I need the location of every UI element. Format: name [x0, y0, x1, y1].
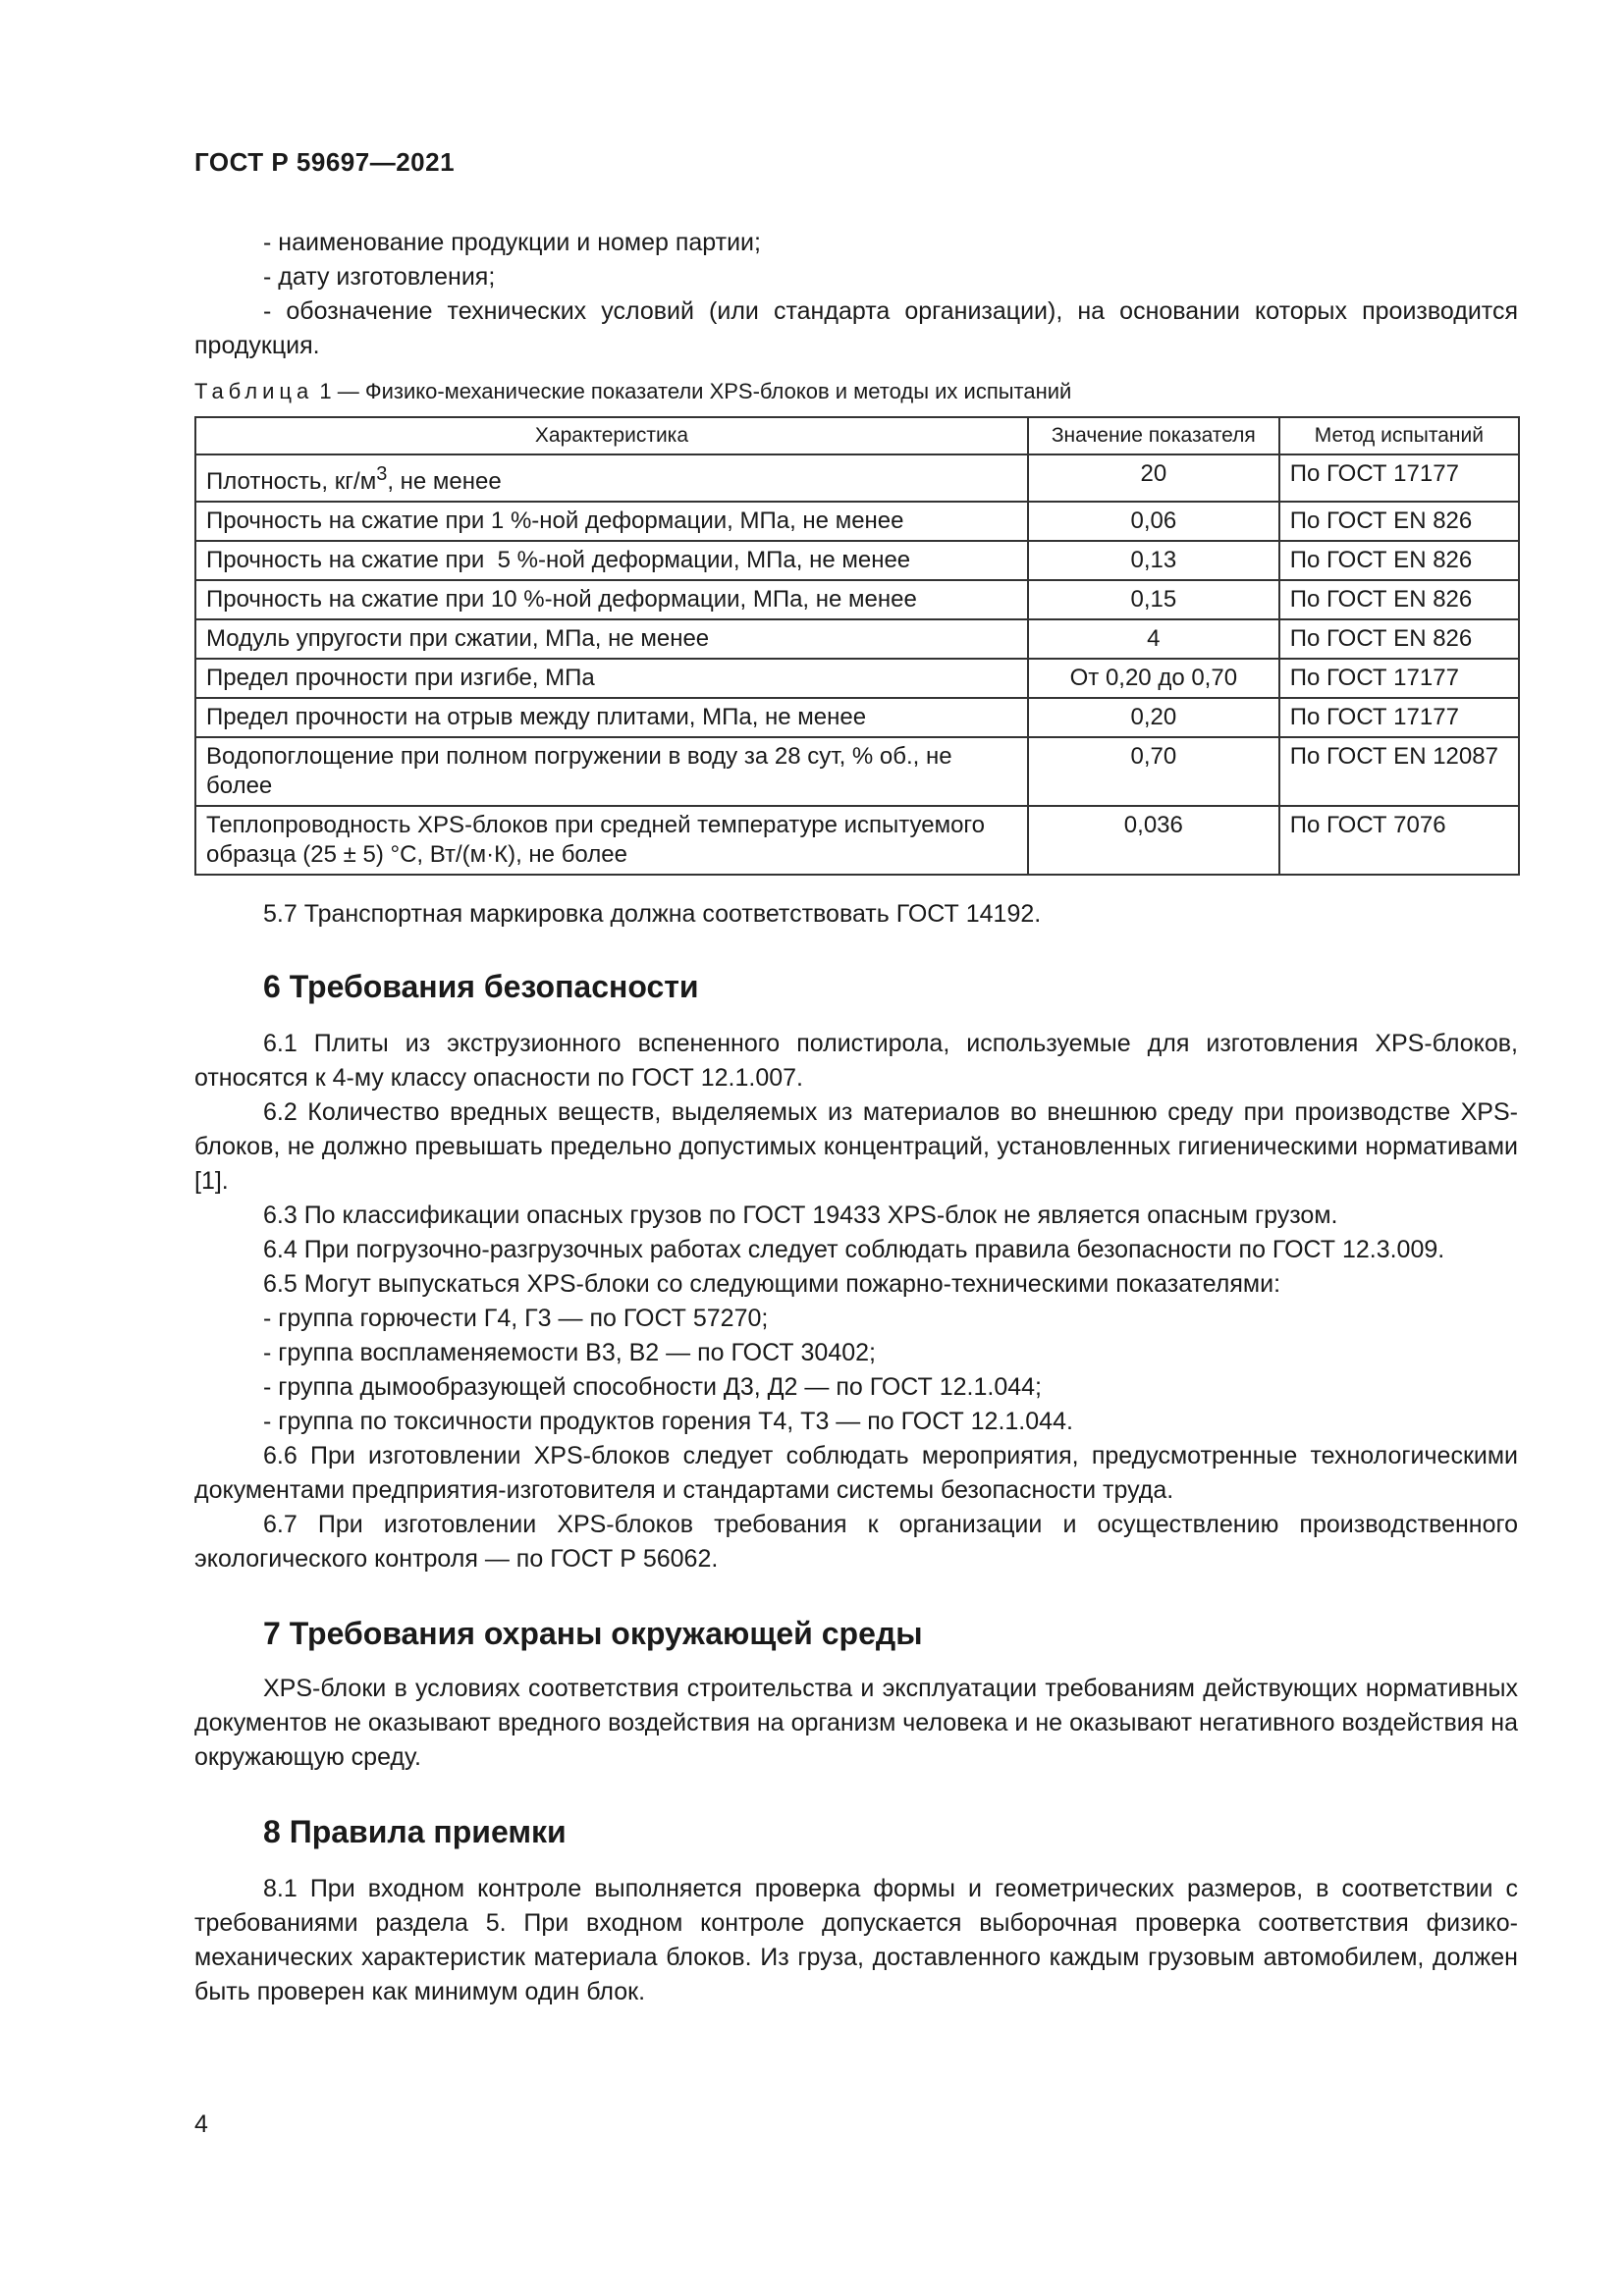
table-row — [195, 580, 1519, 619]
table-header-row — [195, 417, 1519, 454]
fire-list-item: - группа воспламеняемости В3, В2 — по ГОСТ 30402; — [263, 1339, 876, 1366]
density-label-tail: , не менее — [387, 468, 502, 495]
header-characteristic: Характеристика — [195, 417, 1028, 454]
paragraph-8-1: 8.1 При входном контроле выполняется проверка формы и геометрических размеров, в соответствии с требованиями раздела 5. При входном контроле допускается выборочная проверка соответствия физико-механических характеристик материала блоков. Из груза, доставленного каждым грузовым автомобилем, должен быть проверен как минимум один блок. — [194, 1875, 1518, 2005]
row-value: 0,15 — [1028, 580, 1279, 619]
table-row — [195, 502, 1519, 541]
paragraph-7: XPS-блоки в условиях соответствия строительства и эксплуатации требованиям действующих нормативных документов не оказывают вредного воздействия на организм человека и не оказывают негативного воздействия на окружающую среду. — [194, 1675, 1518, 1771]
row-method: По ГОСТ 7076 — [1279, 806, 1519, 875]
section-6-title: 6 Требования безопасности — [263, 969, 699, 1004]
page-number: 4 — [194, 2110, 208, 2138]
density-label: Плотность, кг/м — [206, 468, 377, 495]
paragraph-6-1: 6.1 Плиты из экструзионного вспененного полистирола, используемые для изготовления XPS-блоков, относятся к 4-му классу опасности по ГОСТ 12.1.007. — [194, 1030, 1518, 1092]
density-superscript: 3 — [376, 463, 388, 485]
header-value: Значение показателя — [1028, 417, 1279, 454]
paragraph-5-7: 5.7 Транспортная маркировка должна соответствовать ГОСТ 14192. — [263, 900, 1042, 928]
table-row — [195, 737, 1519, 806]
table-caption-text: 1 — Физико-механические показатели XPS-блоков и методы их испытаний — [313, 379, 1072, 403]
row-value: 4 — [1028, 619, 1279, 659]
row-method: По ГОСТ 17177 — [1279, 698, 1519, 737]
table-row — [195, 806, 1519, 875]
row-value: 0,70 — [1028, 737, 1279, 806]
fire-list-item: - группа дымообразующей способности Д3, Д2 — по ГОСТ 12.1.044; — [263, 1373, 1043, 1401]
row-value: От 0,20 до 0,70 — [1028, 659, 1279, 698]
row-value: 20 — [1028, 454, 1279, 502]
intro-item: - дату изготовления; — [263, 263, 496, 291]
row-characteristic: Предел прочности на отрыв между плитами, МПа, не менее — [195, 698, 1028, 737]
row-characteristic: Прочность на сжатие при 10 %-ной деформации, МПа, не менее — [195, 580, 1028, 619]
fire-list-item: - группа по токсичности продуктов горения Т4, Т3 — по ГОСТ 12.1.044. — [263, 1408, 1073, 1435]
row-characteristic: Прочность на сжатие при 1 %-ной деформации, МПа, не менее — [195, 502, 1028, 541]
row-method: По ГОСТ 17177 — [1279, 659, 1519, 698]
intro-item: - обозначение технических условий (или стандарта организации), на основании которых производится продукция. — [194, 297, 1518, 359]
row-method: По ГОСТ EN 826 — [1279, 580, 1519, 619]
row-method: По ГОСТ EN 826 — [1279, 502, 1519, 541]
row-value: 0,06 — [1028, 502, 1279, 541]
table-row — [195, 659, 1519, 698]
paragraph-6-3: 6.3 По классификации опасных грузов по ГОСТ 19433 XPS-блок не является опасным грузом. — [263, 1201, 1338, 1229]
paragraph-6-4: 6.4 При погрузочно-разгрузочных работах следует соблюдать правила безопасности по ГОСТ 12.3.009. — [263, 1236, 1445, 1263]
row-characteristic: Прочность на сжатие при 5 %-ной деформации, МПа, не менее — [195, 541, 1028, 580]
intro-item: - наименование продукции и номер партии; — [263, 229, 761, 256]
fire-list-item: - группа горючести Г4, Г3 — по ГОСТ 57270; — [263, 1305, 769, 1332]
row-characteristic: Модуль упругости при сжатии, МПа, не менее — [195, 619, 1028, 659]
row-characteristic: Теплопроводность XPS-блоков при средней температуре испытуемого образца (25 ± 5) °С, Вт/(м·К), не более — [195, 806, 1028, 875]
row-method: По ГОСТ EN 12087 — [1279, 737, 1519, 806]
table-row — [195, 454, 1519, 502]
header-method: Метод испытаний — [1279, 417, 1519, 454]
row-characteristic: Водопоглощение при полном погружении в воду за 28 сут, % об., не более — [195, 737, 1028, 806]
section-7-title: 7 Требования охраны окружающей среды — [263, 1616, 923, 1651]
paragraph-6-5: 6.5 Могут выпускаться XPS-блоки со следующими пожарно-техническими показателями: — [263, 1270, 1281, 1298]
paragraph-6-2: 6.2 Количество вредных веществ, выделяемых из материалов во внешнюю среду при производстве XPS-блоков, не должно превышать предельно допустимых концентраций, установленных гигиеническими нормативами [1]. — [194, 1098, 1518, 1195]
row-value: 0,13 — [1028, 541, 1279, 580]
row-method: По ГОСТ EN 826 — [1279, 541, 1519, 580]
page-content — [194, 226, 1518, 2009]
row-characteristic: Предел прочности при изгибе, МПа — [195, 659, 1028, 698]
properties-table — [194, 416, 1520, 876]
row-value: 0,20 — [1028, 698, 1279, 737]
table-row — [195, 619, 1519, 659]
row-value: 0,036 — [1028, 806, 1279, 875]
row-characteristic — [195, 454, 1028, 502]
paragraph-6-7: 6.7 При изготовлении XPS-блоков требования к организации и осуществлению производственного экологического контроля — по ГОСТ Р 56062. — [194, 1511, 1518, 1573]
row-method: По ГОСТ 17177 — [1279, 454, 1519, 502]
table-caption-prefix: Таблица — [194, 379, 314, 403]
table-row — [195, 698, 1519, 737]
paragraph-6-6: 6.6 При изготовлении XPS-блоков следует соблюдать мероприятия, предусмотренные технологическими документами предприятия-изготовителя и стандартами системы безопасности труда. — [194, 1442, 1518, 1504]
section-8-title: 8 Правила приемки — [263, 1814, 567, 1849]
table-row — [195, 541, 1519, 580]
table-caption — [194, 377, 1518, 406]
document-header: ГОСТ Р 59697—2021 — [194, 147, 456, 177]
row-method: По ГОСТ EN 826 — [1279, 619, 1519, 659]
